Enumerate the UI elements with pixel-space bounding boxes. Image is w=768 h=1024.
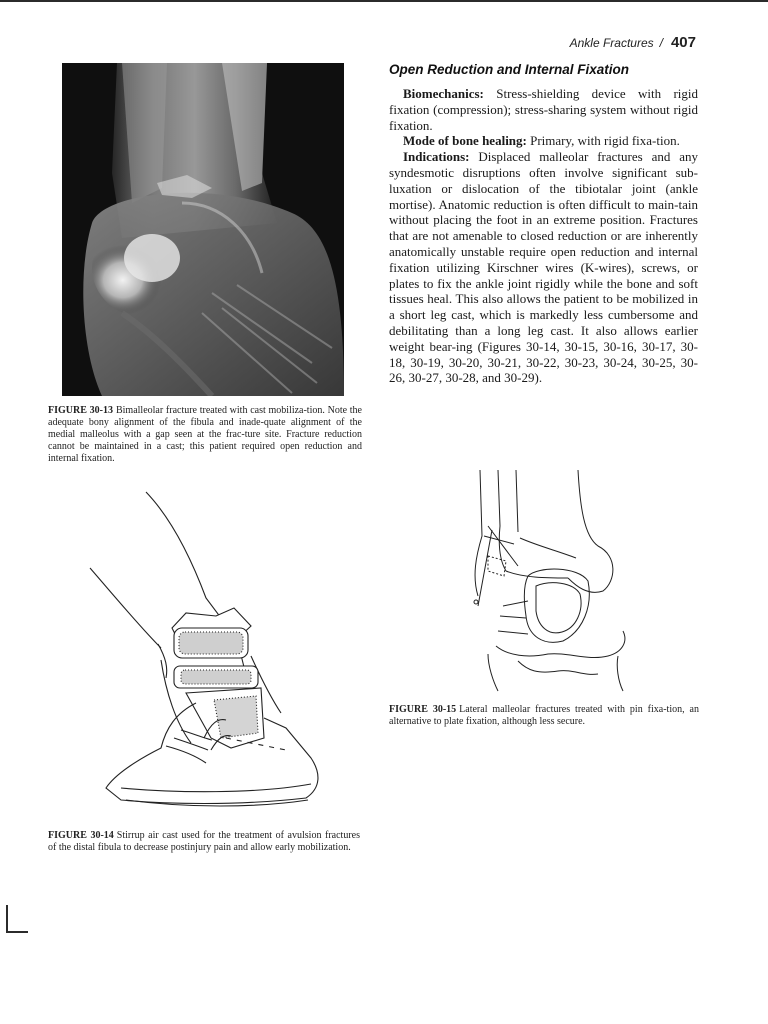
paragraph-text: Primary, with rigid fixa-tion. xyxy=(530,133,680,149)
paragraph-biomechanics xyxy=(389,86,698,133)
caption-text: Lateral malleolar fractures treated with pin fixa-tion, an alternative to plate fixation, although less secure. xyxy=(389,704,699,727)
caption-text: Stirrup air cast used for the treatment of avulsion fractures of the distal fibula to decrease postinjury pain and allow early mobilization. xyxy=(48,830,360,853)
paragraph-text: Stress-shielding device with rigid fixation (compression); stress-sharing system without rigid fixation. xyxy=(389,86,699,133)
figure-30-13-caption xyxy=(48,405,362,465)
figure-30-14-stirrup-cast-drawing xyxy=(86,488,344,814)
scan-edge-mark xyxy=(6,931,28,933)
figure-label: FIGURE 30-13 xyxy=(48,405,113,416)
paragraph-text: Displaced malleolar fractures and any syndesmotic disruptions often involve significant sub-luxation or dislocation of the tibiotalar joint (ankle mortise). Anatomic reduction is often difficult to main-tain without placing the foot in an extreme position. Fractures that are not amenable to closed reduction or are inherently anatomically unstable require open reduction and internal fixation utilizing Kirschner wires (K-wires), screws, or plates to fix the ankle joint rigidly while the bone and soft tissues heal. This also allows the patient to be mobilized in a short leg cast, which is markedly less cumbersome and debilitating than a long leg cast. It also allows earlier weight bear-ing (Figures 30-14, 30-15, 30-16, 30-17, 30-18, 30-19, 30-20, 30-21, 30-22, 30-23, 30-24, 30-25, 30-26, 30-27, 30-28, and 30-29). xyxy=(389,149,698,386)
figure-30-13-xray-image xyxy=(62,63,344,396)
term-label: Mode of bone healing: xyxy=(403,133,527,149)
figure-30-15-pin-fixation-drawing xyxy=(458,466,634,694)
page-number: 407 xyxy=(670,34,696,51)
term-label: Indications: xyxy=(403,149,470,165)
running-head-separator: / xyxy=(659,36,663,50)
figure-30-15-caption xyxy=(389,704,699,728)
scan-edge-mark xyxy=(6,905,8,933)
term-label: Biomechanics: xyxy=(403,86,484,101)
paragraph-healing xyxy=(389,133,698,149)
section-heading: Open Reduction and Internal Fixation xyxy=(389,62,630,77)
caption-text: Bimalleolar fracture treated with cast mobiliza-tion. Note the adequate bony alignment of the fibula and inade-quate alignment of the medial malleolus with a gap seen at the frac-ture site. Fracture reduction cannot be maintained in a cast; this patient required open reduction and internal fixation. xyxy=(48,405,362,464)
paragraph-indications xyxy=(389,149,698,386)
figure-label: FIGURE 30-15 xyxy=(389,704,457,715)
figure-30-14-caption xyxy=(48,830,360,854)
running-head-title: Ankle Fractures xyxy=(569,36,654,50)
body-text xyxy=(389,86,698,386)
figure-label: FIGURE 30-14 xyxy=(48,830,114,841)
scan-edge-top xyxy=(0,0,768,2)
running-head xyxy=(570,34,696,51)
